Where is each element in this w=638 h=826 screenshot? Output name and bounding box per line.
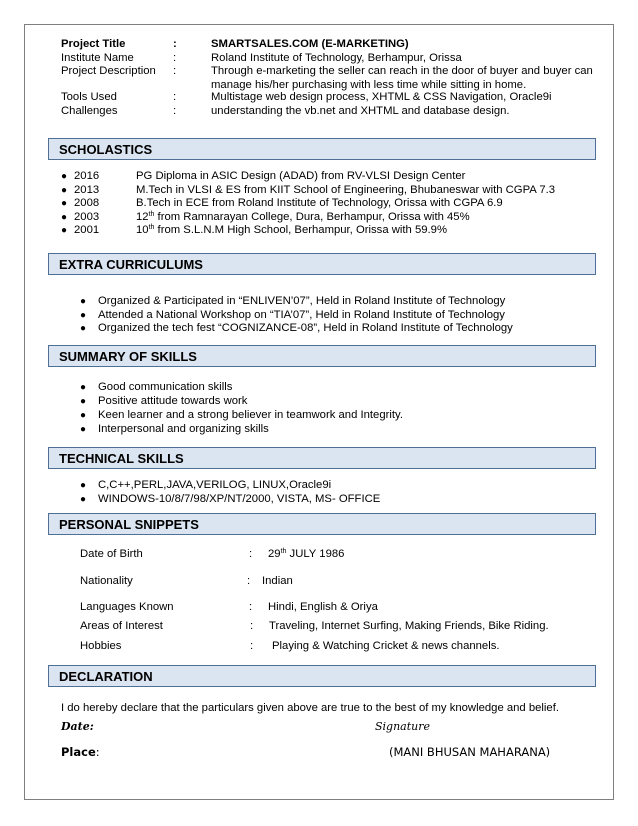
bullet-icon: ●: [61, 211, 68, 223]
list-item: Attended a National Workshop on “TIA’07”, Held in Roland Institute of Technology: [98, 308, 505, 321]
section-header-scholastics: [48, 138, 596, 160]
challenges-label: Challenges: [61, 104, 118, 117]
section-header-summary-of-skills: [48, 345, 596, 367]
institute-name-label: Institute Name: [61, 51, 134, 64]
scholastic-text: M.Tech in VLSI & ES from KIIT School of Engineering, Bhubaneswar with CGPA 7.3: [136, 183, 556, 196]
challenges-value: understanding the vb.net and XHTML and database design.: [211, 104, 510, 117]
hobbies-label: Hobbies: [80, 640, 122, 652]
dob-value: 29th JULY 1986: [268, 548, 345, 560]
bullet-icon: ●: [61, 171, 68, 182]
nationality-label: Nationality: [80, 575, 133, 587]
interests-label: Areas of Interest: [80, 620, 163, 632]
section-title: EXTRA CURRICULUMS: [59, 257, 203, 272]
scholastic-text: PG Diploma in ASIC Design (ADAD) from RV-VLSI Design Center: [136, 170, 466, 182]
bullet-icon: ●: [80, 410, 87, 421]
scholastic-text: 12th from Ramnarayan College, Dura, Berhampur, Orissa with 45%: [136, 210, 470, 223]
section-header-personal-snippets: [48, 513, 596, 535]
tools-used-sep: :: [173, 91, 177, 103]
bullet-icon: ●: [61, 225, 68, 236]
interests-sep: :: [250, 620, 254, 632]
hobbies-sep: :: [250, 640, 254, 652]
dob-sep: :: [249, 548, 253, 560]
list-item: Organized & Participated in “ENLIVEN’07”, Held in Roland Institute of Technology: [98, 295, 506, 307]
bullet-icon: ●: [80, 480, 87, 491]
languages-label: Languages Known: [80, 601, 174, 613]
tools-used-value: Multistage web design process, XHTML & CSS Navigation, Oracle9i: [211, 91, 552, 103]
section-header-declaration: [48, 665, 596, 687]
list-item: Interpersonal and organizing skills: [98, 423, 269, 435]
tools-used-label: Tools Used: [61, 91, 117, 103]
section-title: TECHNICAL SKILLS: [59, 451, 184, 466]
hobbies-value: Playing & Watching Cricket & news channels.: [272, 640, 500, 652]
scholastic-year: 2001: [74, 224, 100, 236]
project-description-value-line2: manage his/her purchasing with less time while sitting in home.: [211, 78, 527, 91]
list-item: Good communication skills: [98, 381, 233, 393]
scholastic-text: B.Tech in ECE from Roland Institute of Technology, Orissa with CGPA 6.9: [136, 197, 503, 209]
section-title: SCHOLASTICS: [59, 142, 153, 157]
list-item: Organized the tech fest “COGNIZANCE-08”, Held in Roland Institute of Technology: [98, 322, 513, 334]
languages-value: Hindi, English & Oriya: [268, 601, 378, 613]
dob-label: Date of Birth: [80, 548, 143, 560]
project-description-label: Project Description: [61, 65, 156, 77]
section-title: PERSONAL SNIPPETS: [59, 517, 199, 532]
applicant-name: (MANI BHUSAN MAHARANA): [389, 745, 551, 759]
bullet-icon: ●: [80, 323, 87, 334]
nationality-sep: :: [247, 575, 251, 587]
list-item: WINDOWS-10/8/7/98/XP/NT/2000, VISTA, MS- OFFICE: [98, 493, 381, 505]
challenges-sep: :: [173, 104, 177, 117]
bullet-icon: ●: [80, 396, 87, 407]
bullet-icon: ●: [80, 424, 87, 435]
bullet-icon: ●: [61, 198, 68, 209]
scholastic-year: 2013: [74, 183, 100, 196]
project-title-sep: :: [173, 38, 177, 50]
list-item: Positive attitude towards work: [98, 395, 248, 407]
project-title-label: Project Title: [61, 38, 126, 50]
institute-name-value: Roland Institute of Technology, Berhampur, Orissa: [211, 51, 462, 64]
project-title-value: SMARTSALES.COM (E-MARKETING): [211, 38, 409, 50]
scholastic-year: 2016: [74, 170, 100, 182]
scholastic-year: 2008: [74, 197, 100, 209]
signature-label: Signature: [375, 720, 431, 733]
bullet-icon: ●: [80, 309, 87, 321]
project-description-sep: :: [173, 65, 177, 77]
project-description-value: Through e-marketing the seller can reach in the door of buyer and buyer can: [211, 65, 593, 77]
declaration-text: I do hereby declare that the particulars given above are true to the best of my knowledge and belief.: [61, 702, 559, 714]
scholastic-text: 10th from S.L.N.M High School, Berhampur, Orissa with 59.9%: [136, 224, 447, 236]
section-header-technical-skills: [48, 447, 596, 469]
section-title: DECLARATION: [59, 669, 153, 684]
interests-value: Traveling, Internet Surfing, Making Friends, Bike Riding.: [269, 620, 549, 632]
bullet-icon: ●: [61, 184, 68, 196]
institute-name-sep: :: [173, 51, 177, 64]
bullet-icon: ●: [80, 296, 87, 307]
languages-sep: :: [249, 601, 253, 613]
section-title: SUMMARY OF SKILLS: [59, 349, 197, 364]
bullet-icon: ●: [80, 494, 87, 505]
scholastic-year: 2003: [74, 210, 100, 223]
list-item: C,C++,PERL,JAVA,VERILOG, LINUX,Oracle9i: [98, 479, 332, 491]
nationality-value: Indian: [262, 575, 293, 587]
place-label: Place:: [61, 745, 100, 759]
list-item: Keen learner and a strong believer in teamwork and Integrity.: [98, 409, 403, 421]
bullet-icon: ●: [80, 382, 87, 393]
section-header-extra-curriculums: [48, 253, 596, 275]
date-label: Date:: [61, 720, 94, 733]
